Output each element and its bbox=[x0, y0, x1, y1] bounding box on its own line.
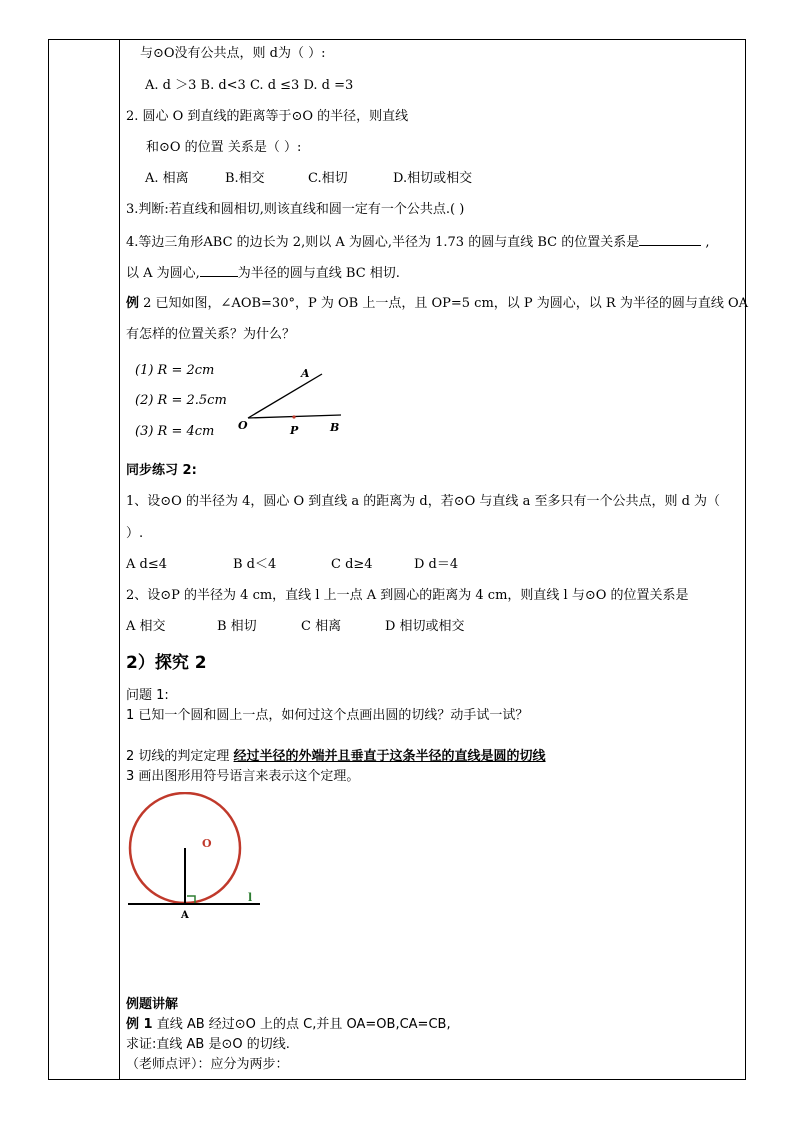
example-1-line: 例 1 直线 AB 经过⊙O 上的点 C,并且 OA=OB,CA=CB, bbox=[126, 1017, 451, 1032]
worked-examples-title: 例题讲解 bbox=[126, 997, 179, 1012]
sync-q2-option-a: A 相交 bbox=[126, 619, 166, 634]
q2-option-d: D.相切或相交 bbox=[393, 171, 473, 186]
case-1: (1) R = 2cm bbox=[135, 363, 215, 378]
teacher-note: （老师点评）：应分为两步： bbox=[126, 1057, 289, 1072]
label-point-a: A bbox=[181, 910, 189, 921]
sync-q1-option-d: D d＝4 bbox=[414, 557, 459, 572]
theorem-text: 经过半径的外端并且垂直于这条半径的直线是圆的切线 bbox=[233, 749, 546, 764]
problem-1-text: 1 已知一个圆和圆上一点，如何过这个点画出圆的切线？动手试一试？ bbox=[126, 708, 529, 723]
label-o: O bbox=[238, 419, 248, 432]
q4-line-1: 4.等边三角形ABC 的边长为 2,则以 A 为圆心,半径为 1.73 的圆与直线 BC 的位置关系是 , bbox=[126, 235, 710, 250]
label-p: P bbox=[290, 424, 299, 437]
problem-3-text: 3 画出图形用符号语言来表示这个定理。 bbox=[126, 769, 360, 784]
q2-stem-2: 和⊙O 的位置 关系是（ ）: bbox=[146, 140, 302, 155]
sync-q1-option-c: C d≥4 bbox=[331, 557, 373, 572]
theorem-line: 2 切线的判定定理 经过半径的外端并且垂直于这条半径的直线是圆的切线 bbox=[126, 749, 546, 764]
label-line-l: l bbox=[248, 891, 253, 904]
sync-q2-option-b: B 相切 bbox=[217, 619, 257, 634]
q3-judge: 3.判断:若直线和圆相切,则该直线和圆一定有一个公共点.( ) bbox=[126, 202, 465, 217]
q2-stem: 2. 圆心 O 到直线的距离等于⊙O 的半径，则直线 bbox=[126, 109, 409, 124]
angle-figure bbox=[230, 360, 360, 440]
explore-2-title: 2）探究 2 bbox=[126, 653, 207, 673]
problem-1-label: 问题 1: bbox=[126, 688, 169, 703]
q1-options: A. d ＞3 B. d<3 C. d ≤3 D. d =3 bbox=[145, 78, 354, 93]
example-1-proof: 求证:直线 AB 是⊙O 的切线. bbox=[126, 1037, 290, 1052]
label-a: A bbox=[301, 367, 310, 380]
q2-option-a: A. 相离 bbox=[145, 171, 189, 186]
sync-q1-option-a: A d≤4 bbox=[126, 557, 168, 572]
q2-option-c: C.相切 bbox=[308, 171, 348, 186]
sync-q1-line-2: ）. bbox=[126, 526, 144, 541]
q2-option-b: B.相交 bbox=[225, 171, 265, 186]
sync-q2-option-d: D 相切或相交 bbox=[385, 619, 465, 634]
sync-q2-line-1: 2、设⊙P 的半径为 4 cm，直线 l 上一点 A 到圆心的距离为 4 cm，则直线 l 与⊙O 的位置关系是 bbox=[126, 588, 689, 603]
case-2: (2) R = 2.5cm bbox=[135, 393, 227, 408]
sync-q1-option-b: B d＜4 bbox=[233, 557, 277, 572]
sync-q2-option-c: C 相离 bbox=[301, 619, 342, 634]
label-center-o: O bbox=[202, 837, 212, 850]
sync-q1-line-1: 1、设⊙O 的半径为 4，圆心 O 到直线 a 的距离为 d，若⊙O 与直线 a 至多只有一个公共点，则 d 为（ bbox=[126, 494, 721, 509]
q4-line-2: 以 A 为圆心, 为半径的圆与直线 BC 相切. bbox=[126, 266, 400, 281]
example-2-line-2: 有怎样的位置关系？为什么？ bbox=[126, 327, 296, 342]
tangent-figure bbox=[124, 792, 274, 922]
case-3: (3) R = 4cm bbox=[135, 424, 215, 439]
example-2-line-1: 例 2 已知如图，∠AOB=30°，P 为 OB 上一点，且 OP=5 cm，以 P 为圆心，以 R 为半径的圆与直线 OA bbox=[126, 296, 749, 311]
sync-practice-2-title: 同步练习 2: bbox=[126, 463, 197, 478]
q1-stem-end: 与⊙O没有公共点，则 d为（ ）: bbox=[140, 46, 326, 61]
point-p bbox=[292, 415, 295, 418]
column-divider bbox=[119, 40, 120, 1079]
ray-oa bbox=[248, 374, 322, 418]
label-b: B bbox=[330, 421, 340, 434]
